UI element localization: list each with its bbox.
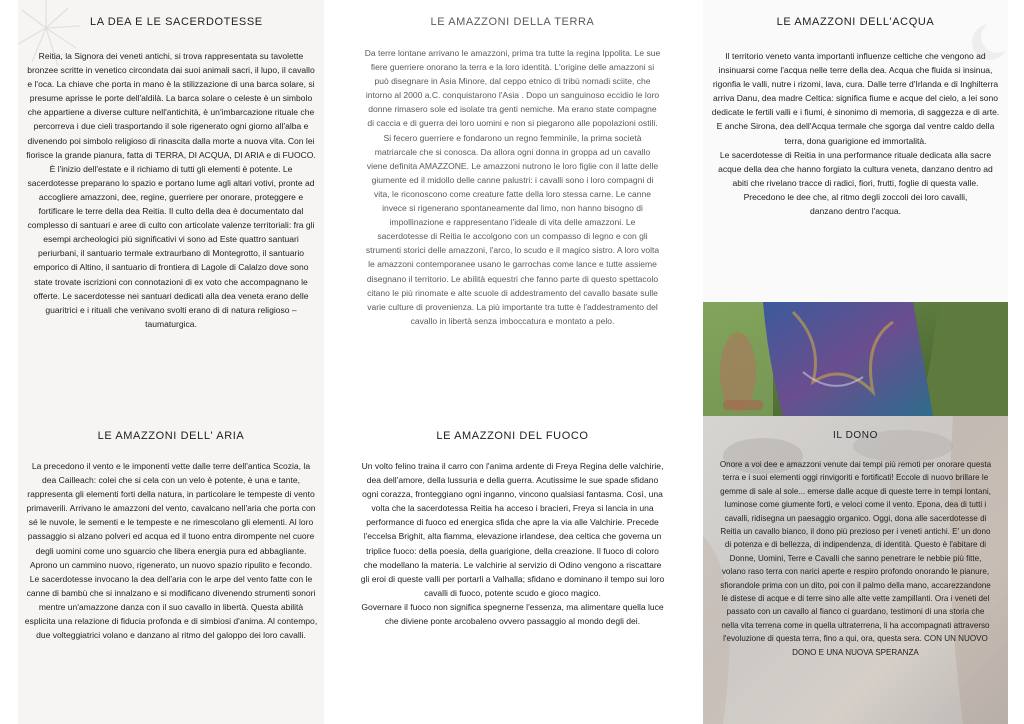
dono-caps: CON UN NUOVO DONO E UNA NUOVA SPERANZA bbox=[792, 634, 988, 657]
section-title: LE AMAZZONI DELL' ARIA bbox=[97, 430, 245, 442]
dono-text: Onore a voi dee e amazzoni venute dai tempi più remoti per onorare questa terra e i suoi elementi oggi rinvigoriti e fortificati! Eccole di nuovo brillare le gemme di sale al sole... emerse dalle acque di queste terre in tempi lontani, luminose come giumente forti, e veloci come il vento. Epona, dea di tutti i cavalli, ridisegna un paesaggio organico. Oggi, dona alle sacerdotesse di Reitia un cavallo bianco, il dono più prezioso per i veneti antichi. E' un dono di potenza e di bellezza, di indipendenza, di identità. Questo è l'abitare di Donne, Uomini, Terre e Cavalli che sanno penetrare le nebbie più fitte, volano raso terra con narici aperte e respiro profondo onorando le pianure, sfiorandole prima con un dito, poi con il palmo della mano, accarezzandone le distese di acque e di terre sino alle alte vette zampillanti. Ora i veneti del passato con un cavallo al fianco ci guardano, testimoni di una storia che nella vita terrena come in quella ultraterrena, li ha accompagnati attraverso l'evoluzione di questa terra, fino a qui, ora, questa sera. bbox=[719, 460, 992, 644]
section-body: La precedono il vento e le imponenti vette dalle terre dell'antica Scozia, la dea Cailleach: colei che si cela con un velo è potente, è una e tante, rappresenta gli elementi forti della natura, in particolare le tempeste di vento primaverili. Arrivano le amazzoni del vento, cavalcano nell'aria che porta con sé le nuvole, le sementi e le tempeste e ne rimescolano gli elementi. Al loro passaggio si alzano polveri ed acqua ed il tuono entra dirompente nel cuore degli uomini come uno sguarcio che libera energia pura ed abbagliante. Aprono un cammino nuovo, rigenerato, un nuovo spazio ripulito e fecondo. bbox=[26, 461, 316, 570]
column-amazzoni-terra bbox=[350, 0, 675, 724]
il-dono-panel bbox=[703, 416, 1008, 724]
section-body: Da terre lontane arrivano le amazzoni, prima tra tutte la regina Ippolita. Le sue fiere guerriere onorano la terra e la loro identità. L'origine delle amazzoni si può disegnare in Asia Minore, dal ceppo etnico di tribù nomadi sciite, che intorno al 2000 a.C. conquistarono l'Asia . Dopo un sanguinoso eccidio le loro donne rimasero sole ed isolate tra genti nemiche. Ma erano state compagne di caccia e di guerra dei loro uomini e non si piegarono alle popolazioni ostili. Si fecero guerriere e fondarono un regno femminile, la prima società matriarcale che si conosca. Da allora ogni donna in groppa ad un cavallo viene definita AMAZZONE. Le amazzoni nutrono le loro figlie con il latte delle giumente ed il midollo delle canne palustri: i cavalli sono i loro compagni di vita, le riconoscono come creature fatte della loro stessa carne. Le canne invece si rigenerano spontaneamente dal limo, non hanno bisogno di impollinazione e rappresentano l'ideale di vita delle amazzoni. Le sacerdotesse di Reitia le accolgono con un compasso di legno e con gli strumenti storici delle amazzoni, l'arco, lo scudo e il magico sistro. A loro volta le amazzoni contemporanee usano le garrochas come lance e tutte assieme disegnano il territorio. Le abilità equestri che fanno parte di questo spettacolo citano le più rinomate e alte scuole di addestramento del cavallo basate sulle varie culture di provenienza. La più importante tra tutte è l'addestramento del cavallo in libertà senza imboccatura e montato a pelo. bbox=[364, 48, 661, 326]
dancer-photo bbox=[703, 302, 1008, 416]
section-title: IL DONO bbox=[833, 430, 878, 441]
section-body: Le sacerdotesse di Reitia in una performance rituale dedicata alla sacre acque della dea che hanno forgiato la cultura veneta, danzano dentro ad abiti che rivelano tracce di radici, fiori, frutti, foglie di questa valle. Precedono le dee che, al ritmo degli zoccoli dei loro cavalli, bbox=[718, 149, 993, 202]
section-body: Le sacerdotesse invocano la dea dell'aria con le arpe del vento fatte con le canne di bambù che si innalzano e si modificano divenendo strumenti sonori mentre un'amazzone danza con il suo cavallo in libertà. Questa abilità esplicita una relazione di fiducia profonda e di simbiosi d'anima. Al contempo, due volteggiatrici volano e danzano al ritmo del galoppo dei loro cavalli. bbox=[24, 573, 318, 641]
section-body: Un volto felino traina il carro con l'anima ardente di Freya Regina delle valchirie, dea dell'amore, della lussuria e della guerra. Acutissime le sue spade sfidano ogni corazza, fronteggiano ogni inganno, vincono qualsiasi fantasma. Così, una volta che la sacerdotessa Reitia ha acceso i bracieri, Freya si lancia in una performance di fuoco ed energica sfida che apre la via alle Valchirie. Precede l'eccelsa Brighit, alta fiamma, elevazione irlandese, dea celtica che governa un triplice fuoco: della poesia, della guarigione, della creazione. Il fuoco di coloro che modellano la materia. Le valchirie al servizio di Odino vengono a riscattare gli eroi di queste valli per portarli a Valhalla; sfidano e dominano il tempo sui loro cavalli di fuoco, potente scudo e gioco magico. bbox=[360, 461, 665, 598]
section-body: Reitia, la Signora dei veneti antichi, si trova rappresentata su tavolette bronzee scritte in venetico circondata dai suoi animali sacri, il lupo, il cavallo e l'oca. La chiave che porta in mano è la stilizzazione di una barca solare, si presume aprisse le porte dell'aldilà. La barca solare o celeste è un simbolo che appartiene a diverse culture nell'antichità, è un'imbarcazione rituale che percorreva i due cieli trasportando il sole rigenerato ogni giorno all'alba e divenendo poi simbolo religioso di rinascita dalla morte a nuova vita. Con lei fiorisce la grande pianura, fatta di TERRA, DI ACQUA, DI ARIA e di FUOCO. È l'inizio dell'estate e il richiamo di tutti gli elementi è potente. Le sacerdotesse preparano lo spazio e portano lume agli altari votivi, pronte ad accogliere amazzoni, dee, regine, guerriere per onorare, proteggere e fortificare le terre della dea Reitia. Il culto della dea è documentato dal complesso di santuari e aree di culto con articolate valenze territoriali: fra gli esempi archeologici più significativi vi sono ad Este quattro santuari periurbani, il santuario termale extraurbano di Montegrotto, il santuario emporico di Altino, il santuario di frontiera di Lagole di Calalzo dove sono state trovate iscrizioni con connotazioni di ex voto che accompagnano le offerte. Le sacerdotesse nei santuari dedicati alla dea veneta erano delle guaritrici e i rituali che venivano svolti erano di di natura religioso – taumaturgica. bbox=[26, 51, 316, 329]
section-title: LE AMAZZONI DELLA TERRA bbox=[430, 16, 595, 28]
section-body: Governare il fuoco non significa spegnerne l'essenza, ma alimentare quella luce che diviene ponte arcobaleno ovvero passaggio al mondo degli dei. bbox=[361, 601, 664, 627]
section-title: LE AMAZZONI DEL FUOCO bbox=[436, 430, 589, 442]
column-dea-sacerdotesse bbox=[18, 0, 324, 724]
section-title: LA DEA E LE SACERDOTESSE bbox=[90, 16, 263, 28]
section-body: Il territorio veneto vanta importanti influenze celtiche che vengono ad insinuarsi come l'acqua nelle terre della dea. Acqua che fluida si insinua, rigonfia le valli, nutre i rizomi, lava, cura. Dalle terre d'Irlanda e di Inghilterra arriva Danu, dea madre Celtica: significa fiume e acque del cielo, a lei sono dedicate le fertili valli e i fiumi, è sinonimo di memoria, di saggezza e di arte. E anche Sirona, dea dell'Acqua termale che sgorga dal ventre caldo della terra, dona guarigione ed immortalità. bbox=[711, 51, 1000, 146]
section-title: LE AMAZZONI DELL'ACQUA bbox=[776, 16, 935, 28]
section-body bbox=[717, 458, 994, 659]
section-body: danzano dentro l'acqua. bbox=[810, 206, 901, 217]
